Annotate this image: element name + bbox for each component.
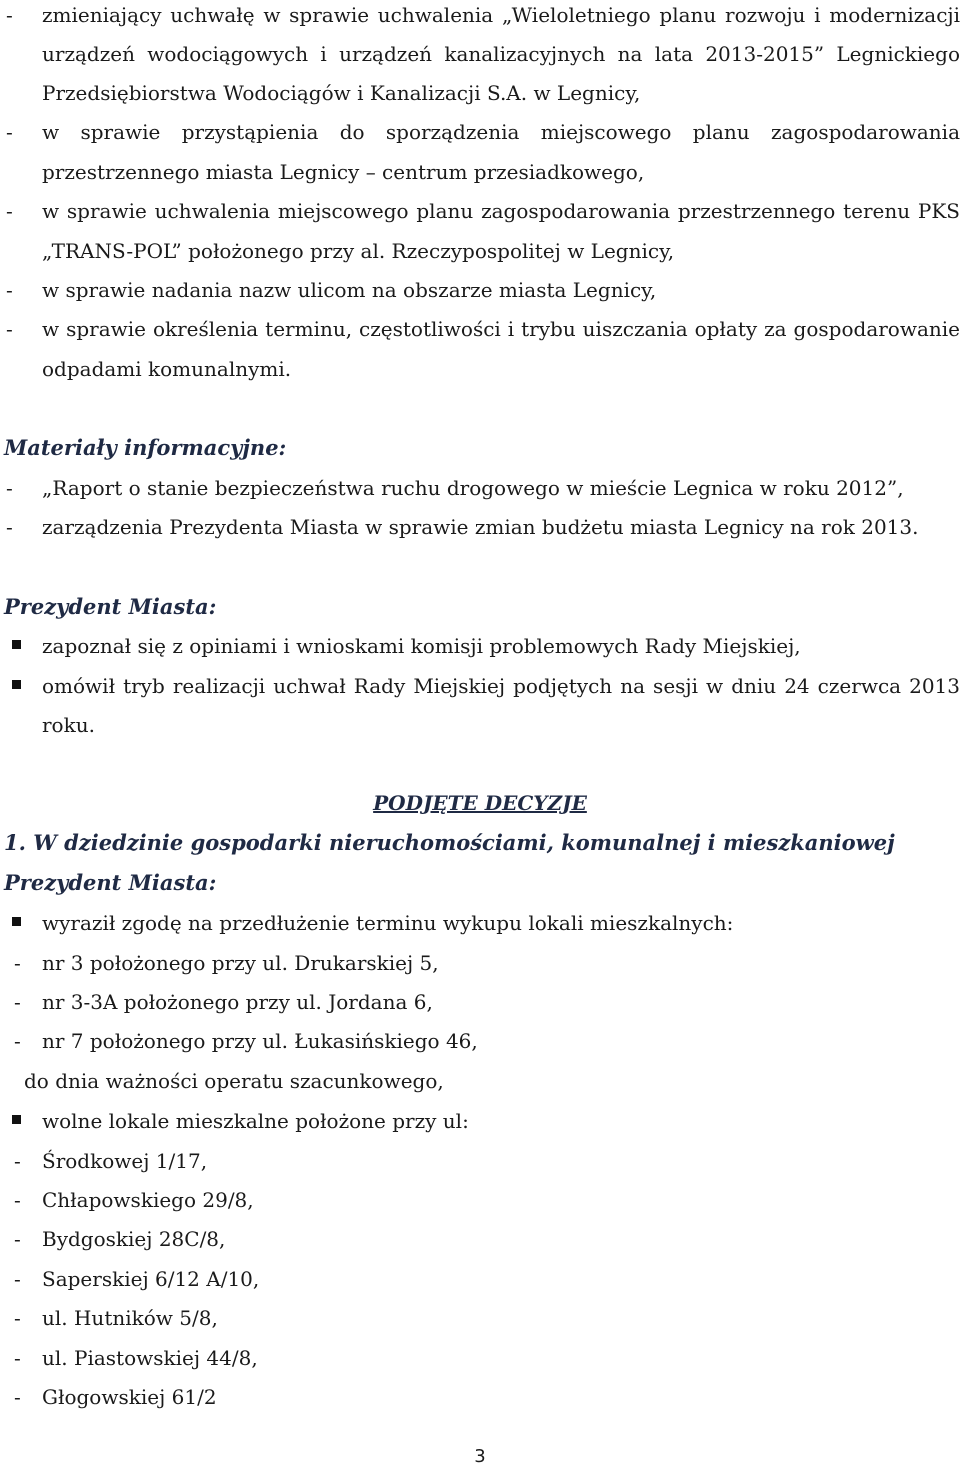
dash-marker: - (14, 951, 21, 975)
list-item-line: w sprawie uchwalenia miejscowego planu zagospodarowania przestrzennego terenu PKS (42, 199, 960, 223)
dash-marker: - (14, 1385, 21, 1409)
president-heading: Prezydent Miasta: (4, 594, 217, 619)
square-bullet-icon (12, 1115, 21, 1124)
dash-marker: - (6, 199, 13, 223)
dash-marker: - (14, 1029, 21, 1053)
list-item-line: przestrzennego miasta Legnicy – centrum przesiadkowego, (42, 160, 645, 184)
dash-marker: - (14, 1306, 21, 1330)
dash-marker: - (14, 1188, 21, 1212)
decision-bullet: wyraził zgodę na przedłużenie terminu wykupu lokali mieszkalnych: (42, 911, 734, 935)
sub-list-item: nr 3-3A położonego przy ul. Jordana 6, (42, 990, 433, 1014)
sub-list-item: nr 7 położonego przy ul. Łukasińskiego 46, (42, 1029, 478, 1053)
materials-item: „Raport o stanie bezpieczeństwa ruchu drogowego w mieście Legnica w roku 2012”, (42, 476, 904, 500)
sub-list-item: ul. Hutników 5/8, (42, 1306, 218, 1330)
square-bullet-icon (12, 640, 21, 649)
sub-list-item: Saperskiej 6/12 A/10, (42, 1267, 260, 1291)
materials-heading: Materiały informacyjne: (4, 435, 287, 460)
dash-marker: - (14, 1346, 21, 1370)
president-item: zapoznał się z opiniami i wnioskami komisji problemowych Rady Miejskiej, (42, 634, 801, 658)
square-bullet-icon (12, 917, 21, 926)
dash-marker: - (6, 3, 13, 27)
dash-marker: - (14, 1267, 21, 1291)
list-item-line: Przedsiębiorstwa Wodociągów i Kanalizacji S.A. w Legnicy, (42, 81, 641, 105)
square-bullet-icon (12, 680, 21, 689)
dash-marker: - (6, 278, 13, 302)
sub-list-item: Głogowskiej 61/2 (42, 1385, 217, 1409)
president-item: omówił tryb realizacji uchwał Rady Miejskiej podjętych na sesji w dniu 24 czerwca 2013 (42, 674, 960, 698)
materials-item: zarządzenia Prezydenta Miasta w sprawie zmian budżetu miasta Legnicy na rok 2013. (42, 515, 919, 539)
president-item: roku. (42, 713, 95, 737)
dash-marker: - (6, 476, 13, 500)
list-item-line: urządzeń wodociągowych i urządzeń kanalizacyjnych na lata 2013-2015” Legnickiego (42, 42, 960, 66)
dash-marker: - (6, 120, 13, 144)
decision-bullet: wolne lokale mieszkalne położone przy ul: (42, 1109, 469, 1133)
dash-marker: - (14, 1149, 21, 1173)
dash-marker: - (6, 317, 13, 341)
decisions-title: PODJĘTE DECYZJE (373, 791, 587, 815)
list-item-line: odpadami komunalnymi. (42, 357, 292, 381)
decisions-heading: Prezydent Miasta: (4, 870, 217, 895)
list-item-line: „TRANS-POL” położonego przy al. Rzeczypospolitej w Legnicy, (42, 239, 675, 263)
list-item-line: w sprawie określenia terminu, częstotliwości i trybu uiszczania opłaty za gospodarowanie (42, 317, 960, 341)
sub-list-item: Chłapowskiego 29/8, (42, 1188, 254, 1212)
decision-note: do dnia ważności operatu szacunkowego, (24, 1069, 444, 1093)
sub-list-item: nr 3 położonego przy ul. Drukarskiej 5, (42, 951, 439, 975)
sub-list-item: ul. Piastowskiej 44/8, (42, 1346, 258, 1370)
section-title: 1. W dziedzinie gospodarki nieruchomościami, komunalnej i mieszkaniowej (4, 830, 895, 855)
dash-marker: - (14, 1227, 21, 1251)
sub-list-item: Środkowej 1/17, (42, 1149, 208, 1173)
sub-list-item: Bydgoskiej 28C/8, (42, 1227, 226, 1251)
list-item-line: w sprawie nadania nazw ulicom na obszarze miasta Legnicy, (42, 278, 657, 302)
dash-marker: - (6, 515, 13, 539)
page-number: 3 (474, 1446, 486, 1467)
dash-marker: - (14, 990, 21, 1014)
list-item-line: w sprawie przystąpienia do sporządzenia miejscowego planu zagospodarowania (42, 120, 960, 144)
list-item-line: zmieniający uchwałę w sprawie uchwalenia „Wieloletniego planu rozwoju i modernizacji (42, 3, 960, 27)
